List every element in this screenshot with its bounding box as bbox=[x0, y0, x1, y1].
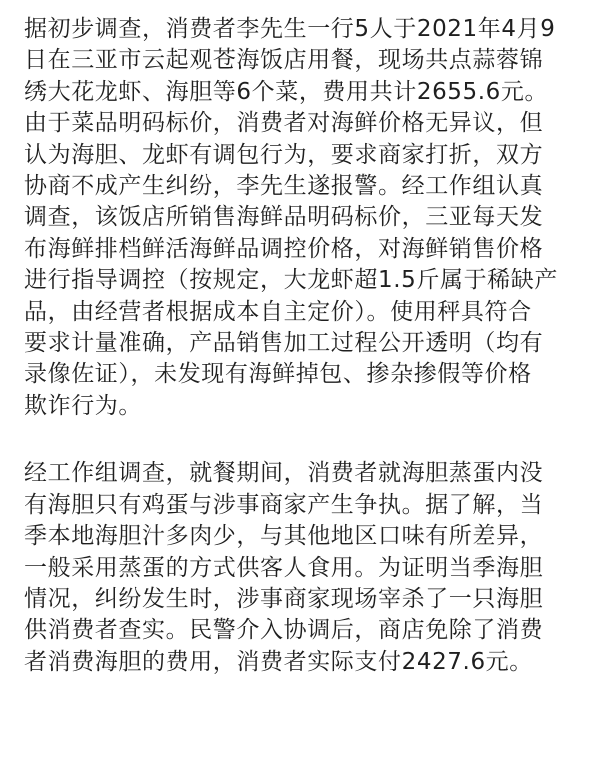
text-line: 季本地海胆汁多肉少，与其他地区口味有所差异， bbox=[24, 523, 544, 550]
text-line: 一般采用蒸蛋的方式供客人食用。为证明当季海胆 bbox=[24, 554, 544, 581]
text-line: 认为海胆、龙虾有调包行为，要求商家打折，双方 bbox=[24, 141, 544, 168]
text-line: 者消费海胆的费用，消费者实际支付2427.6元。 bbox=[24, 648, 533, 675]
text-line: 录像佐证），未发现有海鲜掉包、掺杂掺假等价格 bbox=[24, 361, 532, 388]
paragraph-1 bbox=[24, 14, 604, 422]
text-line: 欺诈行为。 bbox=[24, 392, 142, 419]
text-line: 品，由经营者根据成本自主定价）。使用秤具符合 bbox=[24, 298, 532, 325]
text-line: 据初步调查，消费者李先生一行5人于2021年4月9 bbox=[24, 16, 556, 42]
article-body bbox=[24, 14, 604, 678]
text-line: 布海鲜排档鲜活海鲜品调控价格，对海鲜销售价格 bbox=[24, 235, 544, 262]
text-line: 调查，该饭店所销售海鲜品明码标价，三亚每天发 bbox=[24, 204, 544, 231]
text-line: 有海胆只有鸡蛋与涉事商家产生争执。据了解，当 bbox=[24, 491, 544, 518]
text-line: 日在三亚市云起观苍海饭店用餐，现场共点蒜蓉锦 bbox=[24, 47, 544, 74]
paragraph-2 bbox=[24, 458, 604, 678]
text-line: 协商不成产生纠纷，李先生遂报警。经工作组认真 bbox=[24, 173, 544, 200]
text-line: 经工作组调查，就餐期间，消费者就海胆蒸蛋内没 bbox=[24, 460, 544, 487]
text-line: 供消费者查实。民警介入协调后，商店免除了消费 bbox=[24, 617, 544, 644]
text-line: 绣大花龙虾、海胆等6个菜，费用共计2655.6元。 bbox=[24, 78, 549, 105]
text-line: 进行指导调控（按规定，大龙虾超1.5斤属于稀缺产 bbox=[24, 267, 558, 294]
text-line: 要求计量准确，产品销售加工过程公开透明（均有 bbox=[24, 330, 544, 357]
text-line: 由于菜品明码标价，消费者对海鲜价格无异议，但 bbox=[24, 110, 544, 137]
text-line: 情况，纠纷发生时，涉事商家现场宰杀了一只海胆 bbox=[24, 585, 544, 612]
